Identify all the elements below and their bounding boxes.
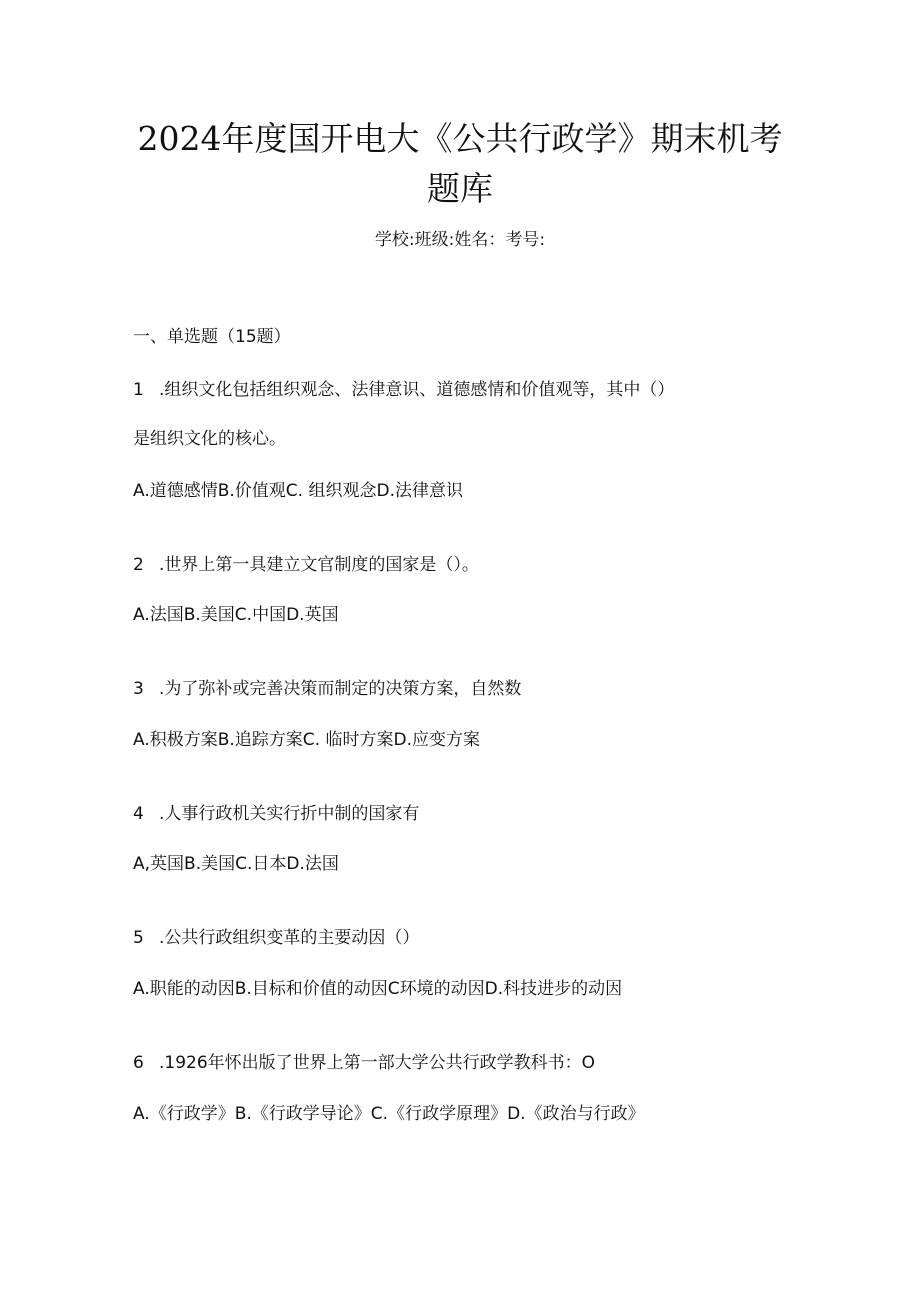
student-info-line: 学校:班级:姓名：考号: [374,230,546,250]
document-title-line2: 题库 [427,169,493,208]
question-3-text-line1: .为了弥补或完善决策而制定的决策方案，自然数 [159,679,522,699]
question-3-options: A.积极方案B.追踪方案C. 临时方案D.应变方案 [133,730,480,750]
question-1-text-line1: .组织文化包括组织观念、法律意识、道德感情和价值观等，其中（） [159,380,675,400]
question-2-stem [133,553,479,577]
question-6-number: 6 [133,1053,144,1073]
question-3-stem [133,677,521,701]
question-4-text-line1: .人事行政机关实行折中制的国家有 [159,804,420,824]
question-4-stem [133,802,419,826]
question-6-options: A.《行政学》B.《行政学导论》C.《行政学原理》D.《政治与行政》 [133,1104,645,1124]
document-title-line1: 2024年度国开电大《公共行政学》期末机考 [137,119,783,158]
question-4-number: 4 [133,804,144,824]
question-5-stem [133,926,419,950]
question-2-options: A.法国B.美国C.中国D.英国 [133,605,339,625]
question-1-options: A.道德感情B.价值观C. 组织观念D.法律意识 [133,481,463,501]
question-6-text-line1: .1926年怀出版了世界上第一部大学公共行政学教科书：O [159,1053,596,1073]
question-5-text-line1: .公共行政组织变革的主要动因（） [159,928,420,948]
question-3-number: 3 [133,679,144,699]
document-title [120,114,800,214]
question-1-number: 1 [133,380,144,400]
question-2-text-line1: .世界上第一具建立文官制度的国家是（）。 [159,555,479,575]
question-1-stem [133,378,674,402]
question-6-stem [133,1051,595,1075]
section-heading: 一、单选题（15题） [133,327,291,347]
question-2-number: 2 [133,555,144,575]
question-5-number: 5 [133,928,144,948]
question-1-text-line2: 是组织文化的核心。 [133,429,286,449]
question-4-options: A,英国B.美国C.日本D.法国 [133,854,339,874]
question-5-options: A.职能的动因B.目标和价值的动因C环境的动因D.科技进步的动因 [133,979,623,999]
